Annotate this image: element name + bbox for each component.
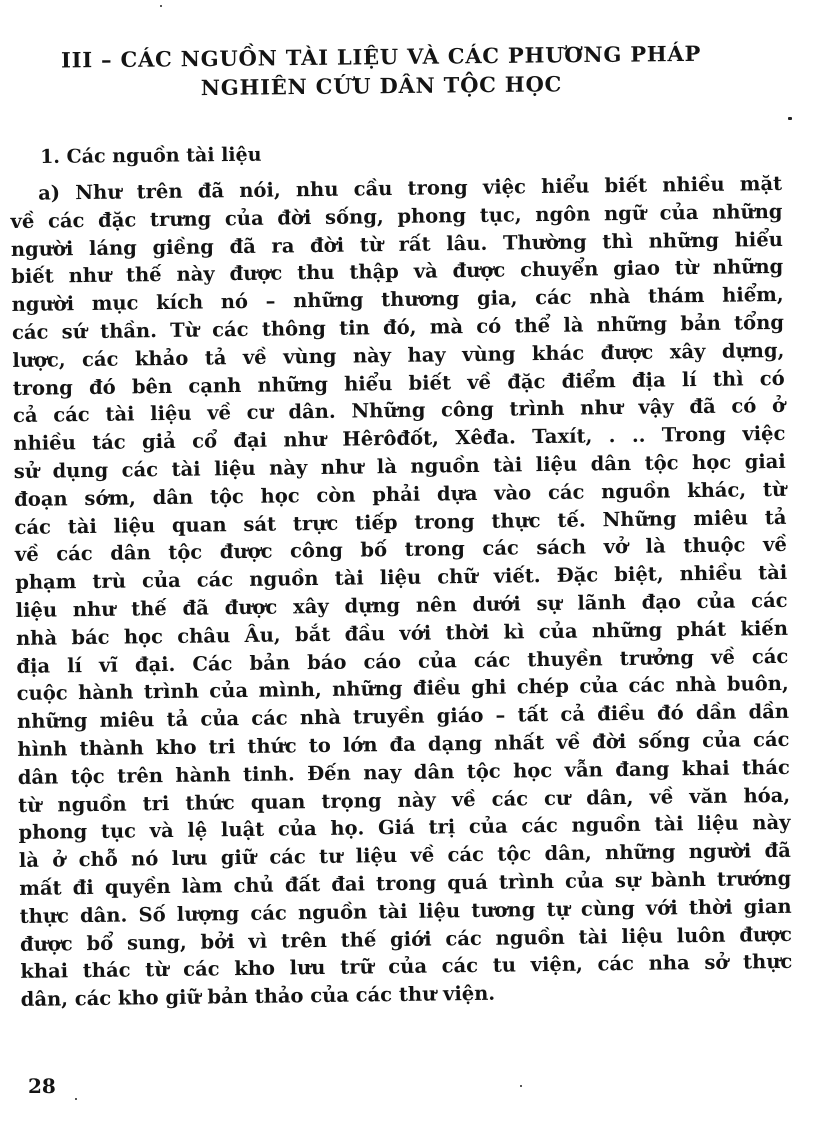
paragraph-line: hình thành kho tri thức to lớn đa dạng nhất về đời sống của các [17, 727, 790, 761]
paragraph-line: người láng giềng đã ra đời từ rất lâu. Thường thì những hiểu [10, 227, 783, 261]
body-paragraph [10, 170, 793, 1014]
scan-speck [788, 117, 792, 120]
paragraph-line: được bổ sung, bởi vì trên thế giới các nguồn tài liệu luôn được [19, 922, 793, 956]
paragraph-line: về các dân tộc được công bố trong các sách vở là thuộc về [14, 533, 787, 567]
paragraph-line: phạm trù của các nguồn tài liệu chữ viết. Đặc biệt, nhiều tài [15, 561, 788, 595]
paragraph-line: biết như thế này được thu thập và được chuyển giao từ những [11, 255, 784, 289]
chapter-heading-line-1: III – CÁC NGUỒN TÀI LIỆU VÀ CÁC PHƯƠNG PHÁP [60, 40, 702, 73]
paragraph-line: sử dụng các tài liệu này như là nguồn tài liệu dân tộc học giai [13, 449, 786, 483]
paragraph-line: là ở chỗ nó lưu giữ các tư liệu về các tộc dân, những người đã [18, 838, 791, 873]
paragraph-line: người mục kích nó – những thương gia, các nhà thám hiểm, [11, 283, 784, 317]
paragraph-line: từ nguồn tri thức quan trọng này về các cư dân, về văn hóa, [18, 783, 791, 817]
paragraph-line: phong tục và lệ luật của họ. Giá trị của các nguồn tài liệu này [18, 811, 791, 845]
paragraph-line: các tài liệu quan sát trực tiếp trong thực tế. Những miêu tả [14, 505, 787, 539]
paragraph-line: trong đó bên cạnh những hiểu biết về đặc điểm địa lí thì có [12, 366, 785, 400]
page-number: 28 [28, 1074, 56, 1098]
paragraph-line: về các đặc trưng của đời sống, phong tục, ngôn ngữ của những [10, 199, 783, 233]
paragraph-line: mất đi quyền làm chủ đất đai trong quá trình của sự bành trướng [19, 866, 792, 900]
paragraph-line: địa lí vĩ đại. Các bản báo cáo của các thuyền trưởng về các [16, 644, 789, 678]
paragraph-line: dân, các kho giữ bản thảo của các thư viện. [20, 981, 496, 1012]
chapter-heading-line-2: NGHIÊN CỨU DÂN TỘC HỌC [200, 71, 563, 101]
paragraph-line: lược, các khảo tả về vùng này hay vùng khác được xây dựng, [12, 338, 785, 372]
paragraph-line: nhiều tác giả cổ đại như Hêrôđốt, Xêđa. Taxít, . .. Trong việc [13, 422, 786, 456]
paragraph-line: cả các tài liệu về cư dân. Những công trình như vậy đã có ở [12, 394, 786, 428]
paragraph-line: những miêu tả của các nhà truyền giáo – tất cả điều đó dần dần [16, 699, 790, 734]
scan-speck [75, 1098, 77, 1100]
section-title: 1. Các nguồn tài liệu [40, 143, 262, 168]
paragraph-line: khai thác từ các kho lưu trữ của các tu viện, các nha sở thực [20, 950, 793, 984]
paragraph-line: dân tộc trên hành tinh. Đến nay dân tộc học vẫn đang khai thác [17, 755, 790, 789]
chapter-heading [16, 38, 747, 104]
paragraph-line: nhà bác học châu Âu, bắt đầu với thời kì của những phát kiến [15, 616, 789, 650]
paragraph-line: đoạn sớm, dân tộc học còn phải dựa vào các nguồn khác, từ [14, 477, 787, 511]
paragraph-line: liệu như thế đã được xây dựng nên dưới sự lãnh đạo của các [15, 588, 788, 622]
scan-speck [160, 5, 162, 7]
scan-speck [520, 1085, 522, 1087]
paragraph-line: thực dân. Số lượng các nguồn tài liệu tương tự cùng với thời gian [19, 894, 792, 928]
paragraph-line: a) Như trên đã nói, nhu cầu trong việc hiểu biết nhiều mặt [38, 171, 783, 205]
paragraph-line: các sứ thần. Từ các thông tin đó, mà có thể là những bản tổng [11, 310, 785, 344]
paragraph-line: cuộc hành trình của mình, những điều ghi chép của các nhà buôn, [16, 672, 789, 706]
